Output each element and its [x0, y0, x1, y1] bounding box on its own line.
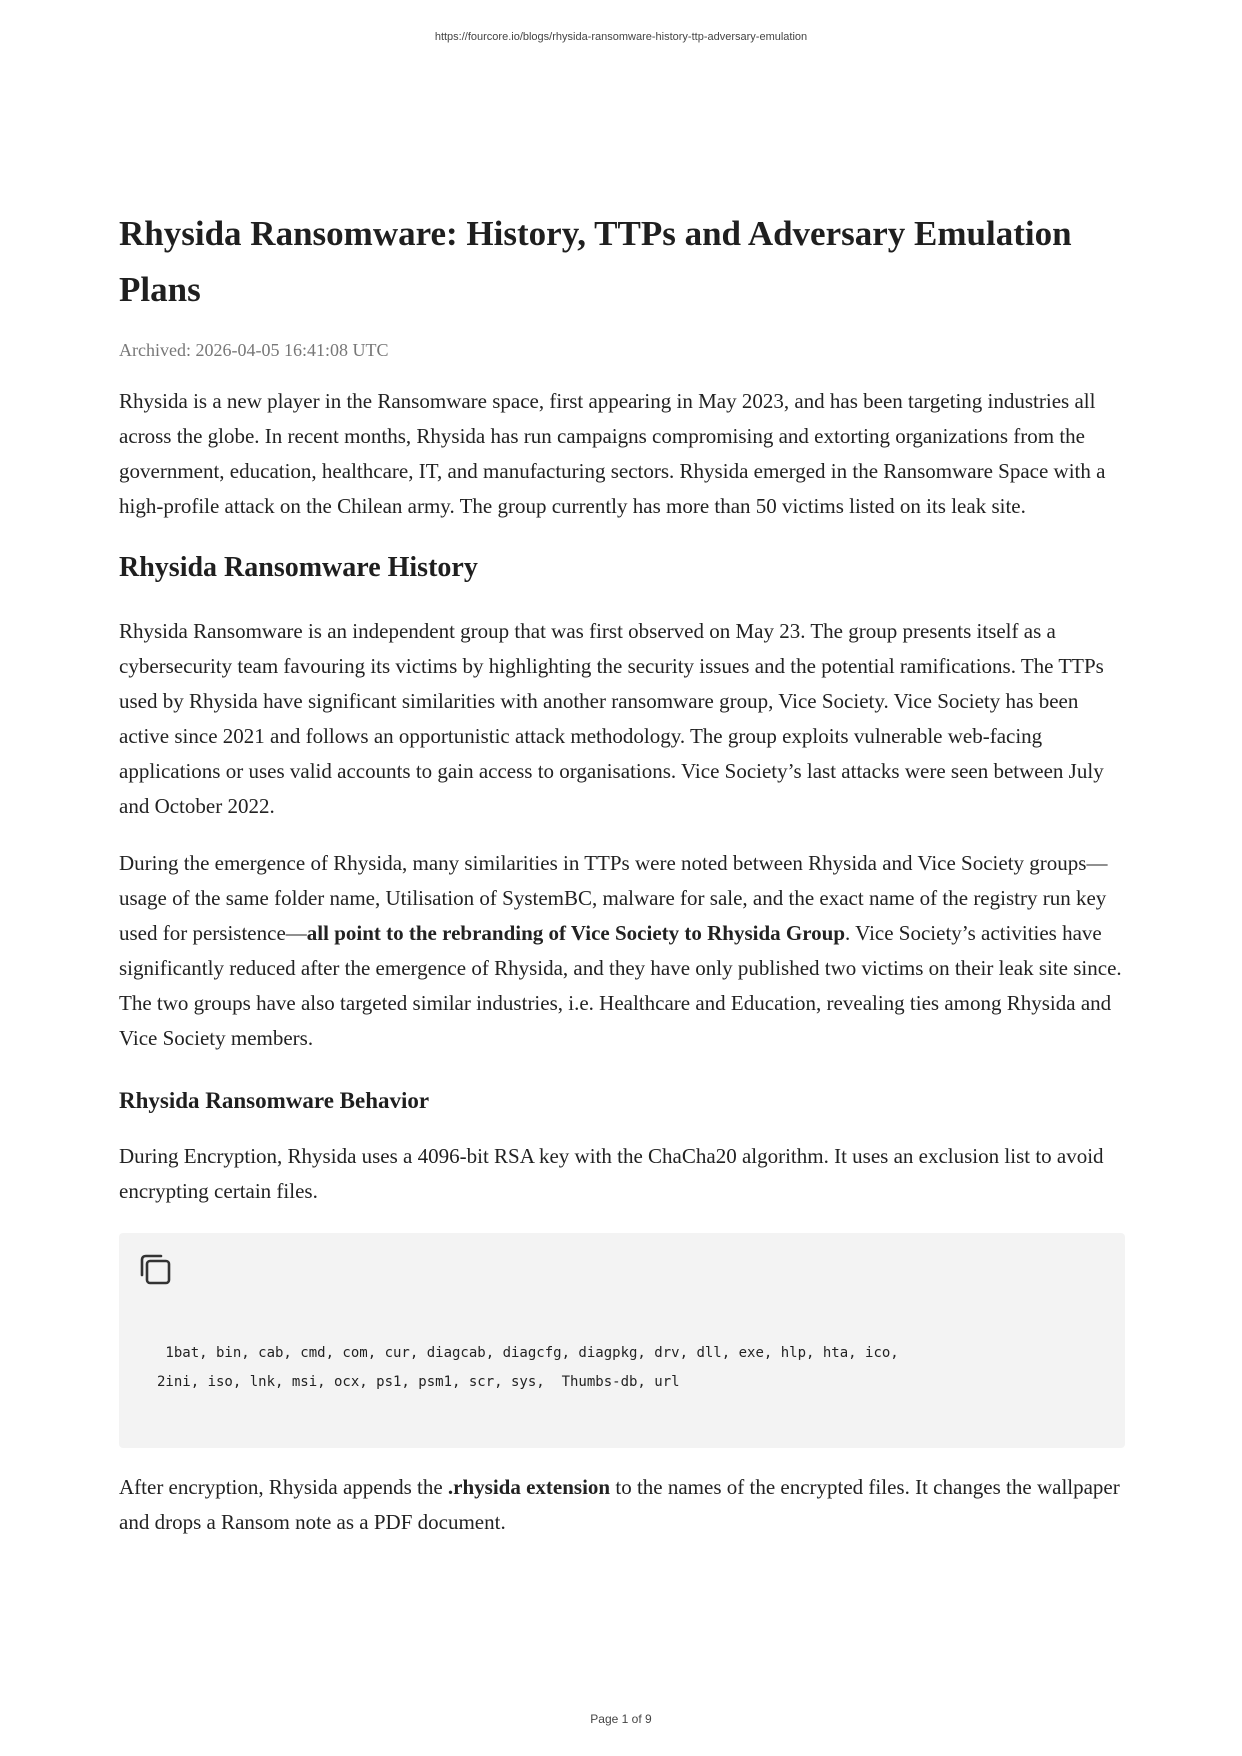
rhysida-extension: .rhysida extension — [447, 1475, 611, 1499]
source-url: https://fourcore.io/blogs/rhysida-ransomware-history-ttp-adversary-emulation — [434, 31, 808, 43]
article-title: Rhysida Ransomware: History, TTPs and Adversary Emulation Plans — [119, 214, 1072, 309]
history-heading: Rhysida Ransomware History — [119, 552, 478, 583]
after-encryption-paragraph — [119, 1470, 1125, 1540]
code-content — [157, 1339, 899, 1397]
history-paragraph-2-start: During the emergence of Rhysida, many similarities in TTPs were noted between Rhysida and Vice Society groups—usage of the same folder name, Utilisation of SystemBC, malware for sale, and the exact name of the registry run key used for persistence— — [119, 851, 1108, 945]
history-paragraph-2 — [119, 846, 1125, 1056]
behavior-paragraph: During Encryption, Rhysida uses a 4096-bit RSA key with the ChaCha20 algorithm. It uses an exclusion list to avoid encrypting certain files. — [119, 1144, 1104, 1203]
archived-timestamp: Archived: 2026-04-05 16:41:08 UTC — [119, 340, 389, 360]
after-encryption-end: to the names of the encrypted files. It changes the wallpaper and drops a Ransom note as a PDF document. — [119, 1475, 1120, 1534]
code-line-1: 1bat, bin, cab, cmd, com, cur, diagcab, diagcfg, diagpkg, drv, dll, exe, hlp, hta, ico, — [157, 1345, 899, 1361]
history-paragraph-1: Rhysida Ransomware is an independent group that was first observed on May 23. The group presents itself as a cybersecurity team favouring its victims by highlighting the security issues and the potential ramifications. The TTPs used by Rhysida have significant similarities with another ransomware group, Vice Society. Vice Society has been active since 2021 and follows an opportunistic attack methodology. The group exploits vulnerable web-facing applications or uses valid accounts to gain access to organisations. Vice Society’s last attacks were seen between July and October 2022. — [119, 619, 1104, 818]
history-paragraph-2-bold: all point to the rebranding of Vice Society to Rhysida Group — [306, 921, 846, 945]
behavior-heading: Rhysida Ransomware Behavior — [119, 1088, 430, 1113]
page-number: Page 1 of 9 — [590, 1712, 652, 1726]
after-encryption-start: After encryption, Rhysida appends the — [119, 1475, 448, 1499]
history-paragraph-2-end: . Vice Society’s activities have significantly reduced after the emergence of Rhysida, and they have only published two victims on their leak site since. The two groups have also targeted similar industries, i.e. Healthcare and Education, revealing ties among Rhysida and Vice Society members. — [119, 921, 1122, 1050]
intro-paragraph: Rhysida is a new player in the Ransomware space, first appearing in May 2023, and has been targeting industries all across the globe. In recent months, Rhysida has run campaigns compromising and extorting organizations from the government, education, healthcare, IT, and manufacturing sectors. Rhysida emerged in the Ransomware Space with a high-profile attack on the Chilean army. The group currently has more than 50 victims listed on its leak site. — [119, 389, 1106, 518]
article — [119, 206, 1125, 1540]
code-block — [119, 1233, 1125, 1448]
copy-icon[interactable] — [137, 1251, 175, 1289]
code-line-2: 2ini, iso, lnk, msi, ocx, ps1, psm1, scr, sys, Thumbs-db, url — [157, 1374, 680, 1390]
